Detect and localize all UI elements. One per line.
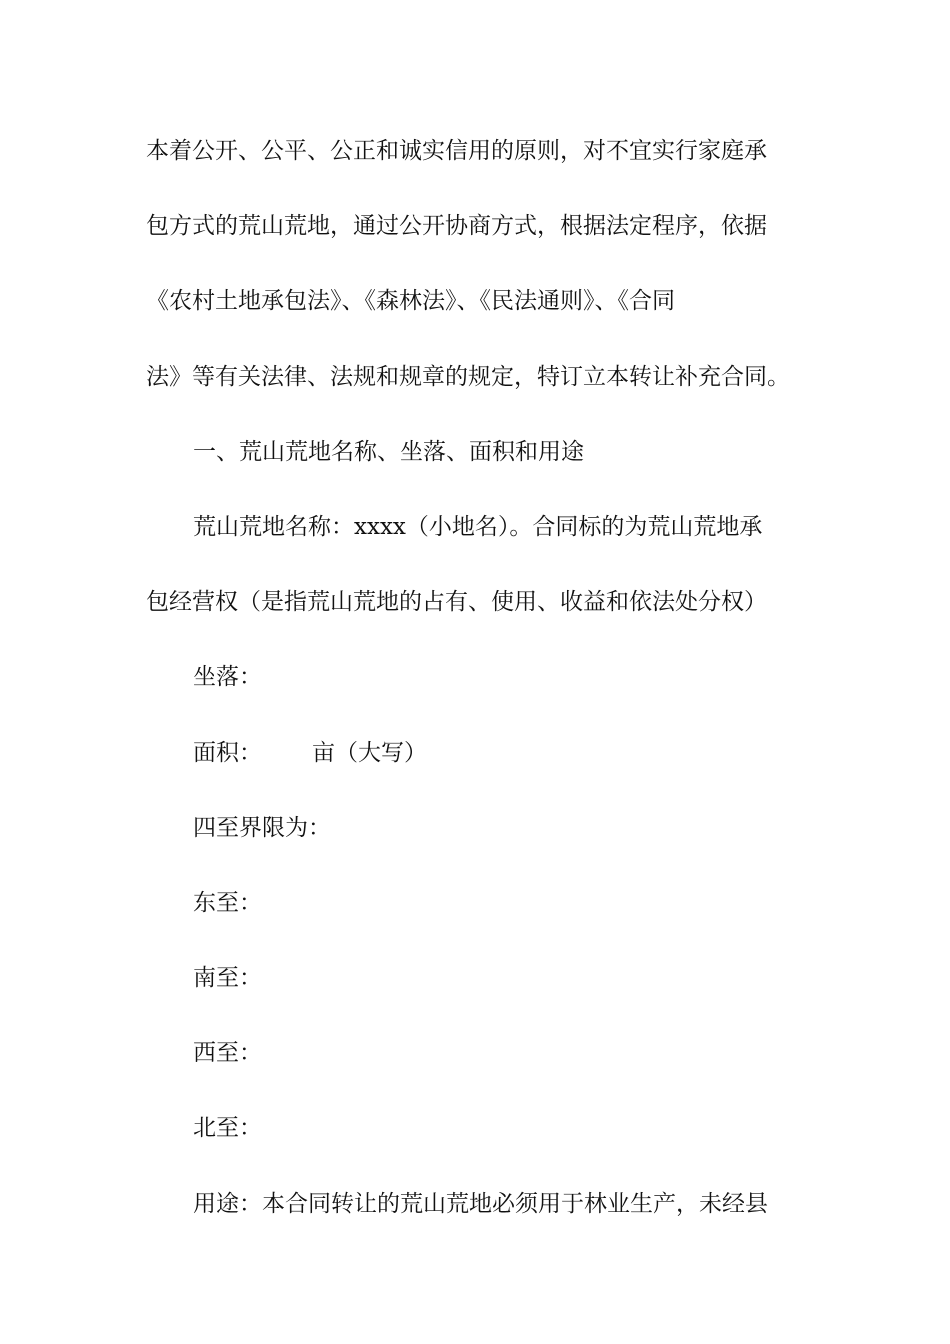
north-boundary-label: 北至： <box>193 1115 262 1142</box>
intro-line-1: 本着公开、公平、公正和诚实信用的原则，对不宜实行家庭承 <box>146 138 767 164</box>
section-heading-spacer <box>146 396 816 434</box>
area-line <box>146 735 816 773</box>
location-label: 坐落： <box>193 664 262 691</box>
land-name-line-2: 包经营权（是指荒山荒地的占有、使用、收益和依法处分权） <box>146 589 767 616</box>
usage-spacer <box>146 1148 816 1186</box>
area-label: 面积： <box>193 739 262 766</box>
area-unit: 亩（大写） <box>312 739 427 766</box>
south-spacer <box>146 922 816 960</box>
intro-line-2-spacer <box>146 171 816 209</box>
document-body <box>146 133 816 1223</box>
intro-line-3: 《农村土地承包法》、《森林法》、《民法通则》、《合同 <box>146 288 675 315</box>
intro-line-3-spacer <box>146 246 816 284</box>
south-boundary-label: 南至： <box>193 965 262 992</box>
boundaries-spacer <box>146 772 816 810</box>
intro-line-4-spacer <box>146 321 816 359</box>
section-1-heading: 一、荒山荒地名称、坐落、面积和用途 <box>193 438 584 465</box>
boundaries-label: 四至界限为： <box>193 814 331 841</box>
land-name-line-1: 荒山荒地名称：xxxx（小地名）。合同标的为荒山荒地承 <box>193 513 763 540</box>
name-line-1-spacer <box>146 471 816 509</box>
north-spacer <box>146 1073 816 1111</box>
east-boundary-label: 东至： <box>193 889 262 916</box>
location-spacer <box>146 622 816 660</box>
west-boundary-label: 西至： <box>193 1040 262 1067</box>
usage-line: 用途：本合同转让的荒山荒地必须用于林业生产，未经县 <box>193 1190 768 1217</box>
intro-line-2: 包方式的荒山荒地，通过公开协商方式，根据法定程序，依据 <box>146 213 767 240</box>
west-spacer <box>146 998 816 1036</box>
area-spacer <box>146 697 816 735</box>
name-line-2-spacer <box>146 547 816 585</box>
intro-line-4: 法》等有关法律、法规和规章的规定，特订立本转让补充合同。 <box>146 363 790 390</box>
east-spacer <box>146 847 816 885</box>
